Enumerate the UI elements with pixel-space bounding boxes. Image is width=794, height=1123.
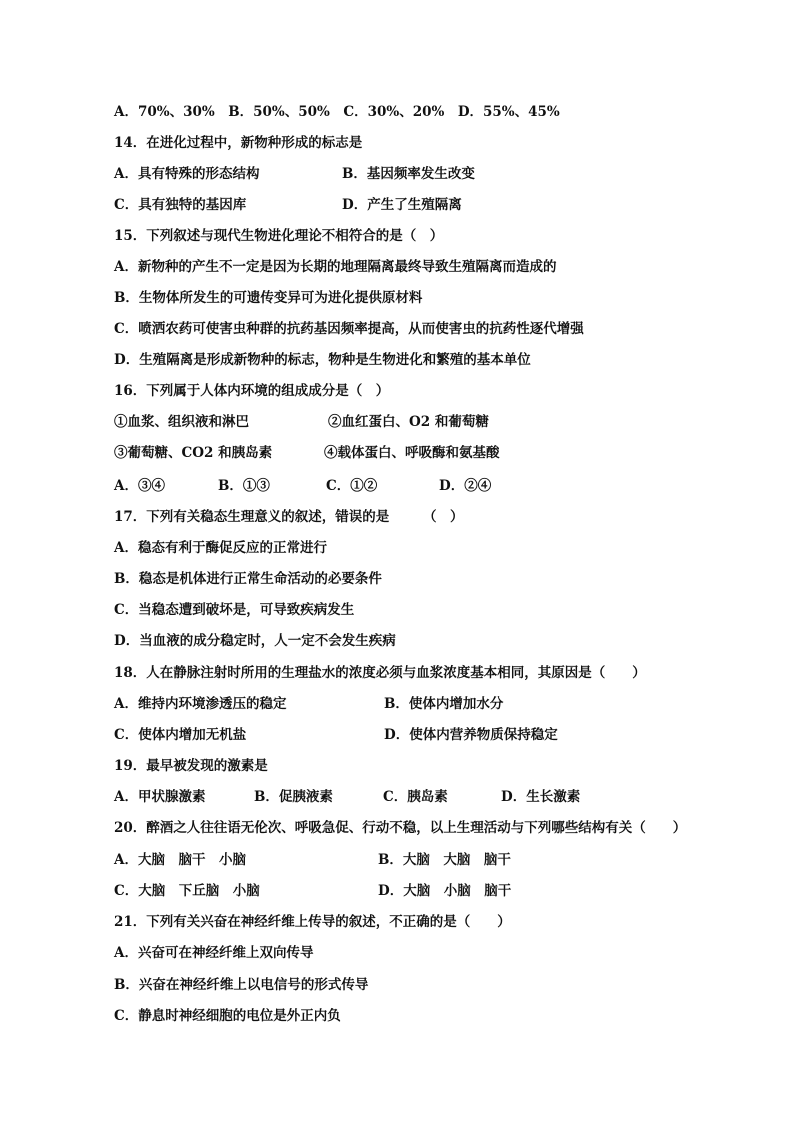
- q16-option-b: B．①③: [218, 478, 270, 494]
- q18-option-d: D．使体内营养物质保持稳定: [384, 727, 558, 743]
- q13-options: A．70%、30% B．50%、50% C．30%、20% D．55%、45%: [114, 104, 560, 120]
- q16-options: [114, 477, 714, 495]
- q20-option-b: B．大脑 大脑 脑干: [378, 852, 511, 868]
- q15-option-d: D．生殖隔离是形成新物种的标志，物种是生物进化和繁殖的基本单位: [114, 352, 531, 368]
- q16-item-3: ③葡萄糖、CO2 和胰岛素: [114, 445, 273, 461]
- q20-option-d: D．大脑 小脑 脑干: [378, 883, 512, 899]
- q16-item-4: ④载体蛋白、呼吸酶和氨基酸: [324, 445, 500, 461]
- q20-stem: 20．醉酒之人往往语无伦次、呼吸急促、行动不稳，以上生理活动与下列哪些结构有关（ ）: [114, 820, 687, 836]
- q20-options-row1: [114, 851, 714, 869]
- q21-option-a: A．兴奋可在神经纤维上双向传导: [114, 945, 314, 961]
- q15-stem: 15．下列叙述与现代生物进化理论不相符合的是（ ）: [114, 228, 444, 244]
- q19-option-b: B．促胰液素: [254, 789, 333, 805]
- q17-option-a: A．稳态有利于酶促反应的正常进行: [114, 540, 327, 556]
- q17-option-b: B．稳态是机体进行正常生命活动的必要条件: [114, 571, 382, 587]
- q19-option-c: C．胰岛素: [383, 789, 448, 805]
- q19-options: [114, 788, 714, 806]
- q19-option-d: D．生长激素: [501, 789, 581, 805]
- q16-item-1: ①血浆、组织液和淋巴: [114, 414, 249, 430]
- q18-option-a: A．维持内环境渗透压的稳定: [114, 696, 287, 712]
- q16-item-2: ②血红蛋白、O2 和葡萄糖: [328, 414, 489, 430]
- q17-option-c: C．当稳态遭到破坏是，可导致疾病发生: [114, 602, 355, 618]
- q18-option-b: B．使体内增加水分: [384, 696, 504, 712]
- q21-stem: 21．下列有关兴奋在神经纤维上传导的叙述，不正确的是（ ）: [114, 914, 511, 930]
- q15-option-a: A．新物种的产生不一定是因为长期的地理隔离最终导致生殖隔离而造成的: [114, 259, 557, 275]
- q14-options-row1: [114, 165, 714, 183]
- q17-option-d: D．当血液的成分稳定时，人一定不会发生疾病: [114, 633, 396, 649]
- q18-options-row2: [114, 726, 714, 744]
- q15-option-b: B．生物体所发生的可遗传变异可为进化提供原材料: [114, 290, 423, 306]
- q20-option-c: C．大脑 下丘脑 小脑: [114, 883, 260, 899]
- q19-option-a: A．甲状腺激素: [114, 789, 206, 805]
- q14-options-row2: [114, 196, 714, 214]
- q16-option-d: D．②④: [439, 478, 492, 494]
- q18-stem: 18．人在静脉注射时所用的生理盐水的浓度必须与血浆浓度基本相同，其原因是（ ）: [114, 665, 646, 681]
- q14-option-b: B．基因频率发生改变: [342, 166, 475, 182]
- q14-stem: 14．在进化过程中，新物种形成的标志是: [114, 135, 363, 151]
- q18-option-c: C．使体内增加无机盐: [114, 727, 247, 743]
- q17-stem: 17．下列有关稳态生理意义的叙述，错误的是 （ ）: [114, 509, 464, 525]
- q16-items-row1: [114, 413, 714, 431]
- q19-stem: 19．最早被发现的激素是: [114, 758, 268, 774]
- q14-option-a: A．具有特殊的形态结构: [114, 166, 260, 182]
- q14-option-c: C．具有独特的基因库: [114, 197, 247, 213]
- q18-options-row1: [114, 695, 714, 713]
- q16-option-a: A．③④: [114, 478, 165, 494]
- q20-options-row2: [114, 882, 714, 900]
- q16-stem: 16．下列属于人体内环境的组成成分是（ ）: [114, 383, 390, 399]
- q20-option-a: A．大脑 脑干 小脑: [114, 852, 246, 868]
- q16-items-row2: [114, 444, 714, 462]
- q14-option-d: D．产生了生殖隔离: [342, 197, 462, 213]
- q21-option-b: B．兴奋在神经纤维上以电信号的形式传导: [114, 977, 369, 993]
- q15-option-c: C．喷洒农药可使害虫种群的抗药基因频率提高，从而使害虫的抗药性逐代增强: [114, 321, 584, 337]
- q21-option-c: C．静息时神经细胞的电位是外正内负: [114, 1008, 341, 1024]
- q16-option-c: C．①②: [326, 478, 378, 494]
